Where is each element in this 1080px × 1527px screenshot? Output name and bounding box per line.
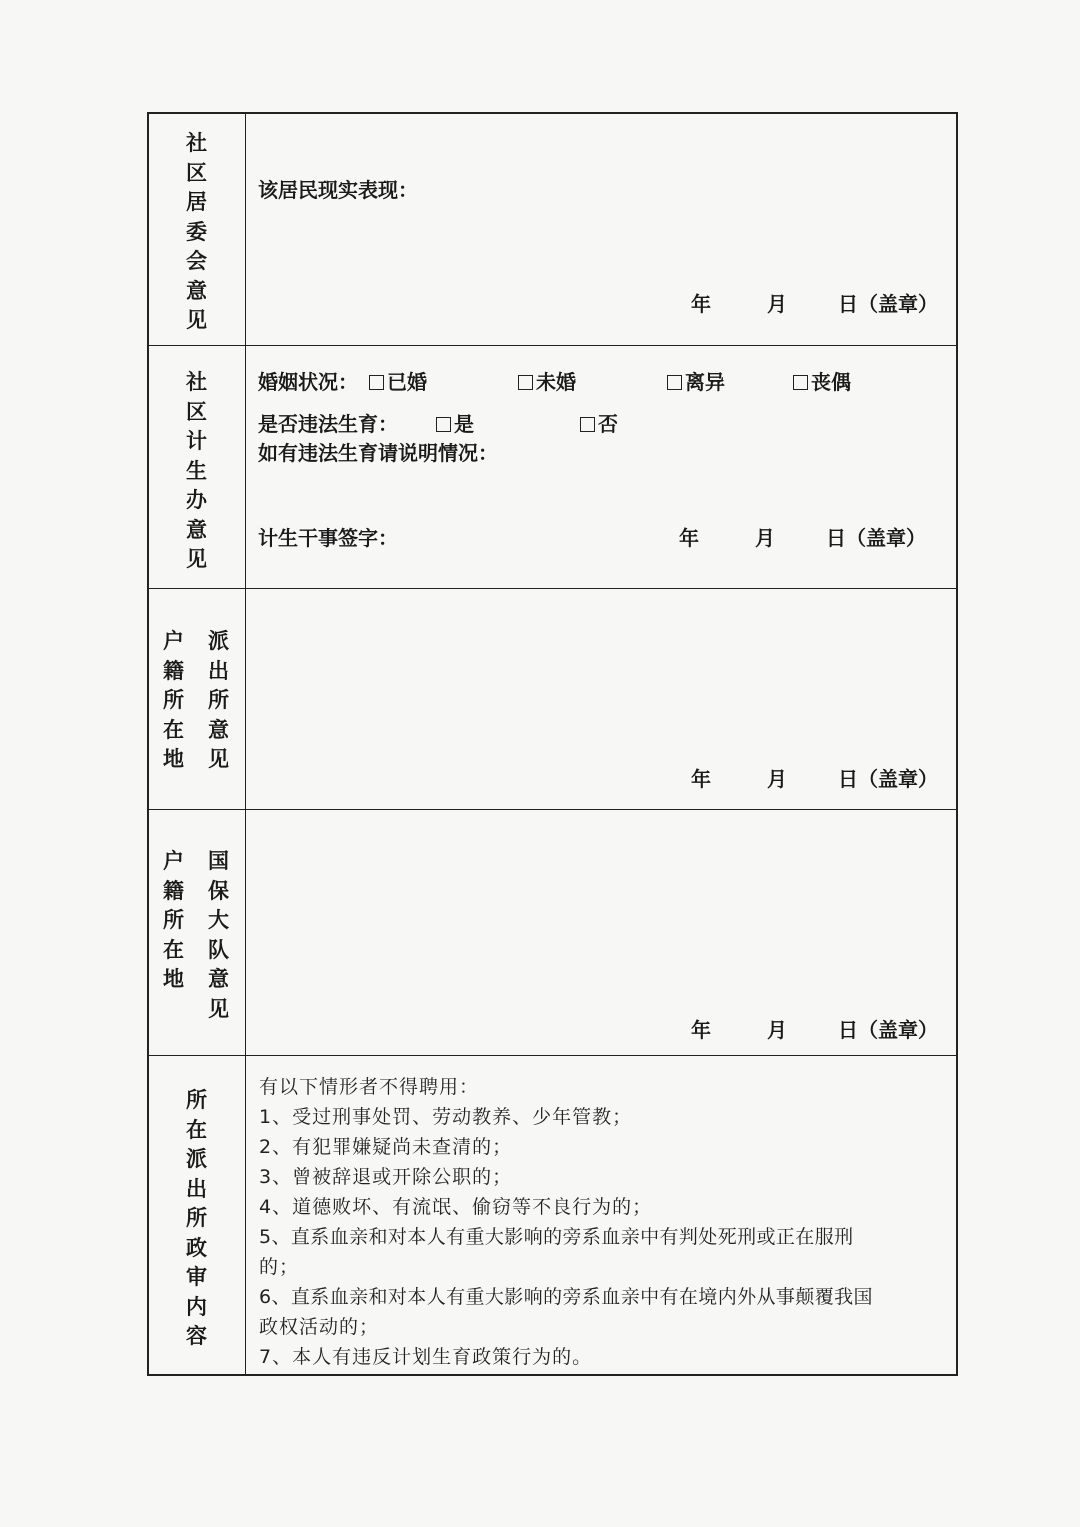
row-community-committee: [149, 114, 956, 346]
criteria-line: 政权活动的；: [259, 1316, 380, 1338]
signature-label: 计生干事签字：: [258, 526, 398, 550]
month-label: 月: [767, 1018, 787, 1042]
year-label: 年: [691, 767, 711, 791]
checkbox[interactable]: [580, 417, 595, 432]
criteria-line: 1、受过刑事处罚、劳动教养、少年管教；: [259, 1106, 633, 1128]
month-label: 月: [767, 767, 787, 791]
criteria-line: 5、直系血亲和对本人有重大影响的旁系血亲中有判处死刑或正在服刑: [259, 1226, 854, 1248]
row-family-planning: [149, 346, 956, 589]
illegal-birth-label: 是否违法生育：: [258, 412, 398, 436]
resident-performance-prompt: 该居民现实表现：: [258, 178, 418, 202]
row-label-col2: 国 保 大 队 意 见: [208, 849, 229, 1021]
content-cell: [246, 589, 956, 809]
criteria-line: 7、本人有违反计划生育政策行为的。: [259, 1346, 593, 1368]
row-label: 所 在 派 出 所 政 审 内 容: [186, 1088, 207, 1348]
label-cell: [149, 1056, 246, 1374]
review-form-table: [147, 112, 958, 1376]
row-label-col2: 派 出 所 意 见: [208, 629, 229, 771]
content-cell: [246, 114, 956, 345]
content-cell: [246, 1056, 956, 1374]
row-label: 社 区 居 委 会 意 见: [186, 131, 207, 332]
checkbox[interactable]: [667, 375, 682, 390]
option-married[interactable]: 已婚: [369, 366, 427, 395]
year-label: 年: [679, 526, 699, 550]
row-national-security: [149, 810, 956, 1056]
option-divorced[interactable]: 离异: [667, 366, 725, 395]
criteria-line: 6、直系血亲和对本人有重大影响的旁系血亲中有在境内外从事颠覆我国: [259, 1286, 873, 1308]
criteria-line: 3、曾被辞退或开除公职的；: [259, 1166, 513, 1188]
row-label-col1: 户 籍 所 在 地: [163, 629, 184, 771]
option-unmarried[interactable]: 未婚: [518, 366, 576, 395]
row-label: 社 区 计 生 办 意 见: [186, 370, 207, 571]
row-label-col1: 户 籍 所 在 地: [163, 849, 184, 991]
day-seal-label: 日（盖章）: [838, 767, 938, 791]
label-cell: [149, 589, 246, 809]
label-cell: [149, 114, 246, 345]
label-cell: [149, 346, 246, 588]
criteria-line: 4、道德败坏、有流氓、偷窃等不良行为的；: [259, 1196, 653, 1218]
criteria-line: 2、有犯罪嫌疑尚未查清的；: [259, 1136, 513, 1158]
row-political-review: [149, 1056, 956, 1374]
month-label: 月: [767, 292, 787, 316]
checkbox[interactable]: [369, 375, 384, 390]
year-label: 年: [691, 1018, 711, 1042]
year-label: 年: [691, 292, 711, 316]
row-police-station: [149, 589, 956, 810]
marital-status-label: 婚姻状况：: [258, 370, 358, 394]
day-seal-label: 日（盖章）: [838, 292, 938, 316]
day-seal-label: 日（盖章）: [838, 1018, 938, 1042]
criteria-line: 的；: [259, 1256, 300, 1278]
option-yes[interactable]: 是: [436, 408, 474, 437]
option-widowed[interactable]: 丧偶: [793, 366, 851, 395]
content-cell: [246, 346, 956, 588]
explain-label: 如有违法生育请说明情况：: [258, 441, 498, 465]
label-cell: [149, 810, 246, 1055]
content-cell: [246, 810, 956, 1055]
month-label: 月: [755, 526, 775, 550]
day-seal-label: 日（盖章）: [826, 526, 926, 550]
criteria-line: 有以下情形者不得聘用：: [259, 1076, 480, 1098]
option-no[interactable]: 否: [580, 408, 618, 437]
checkbox[interactable]: [518, 375, 533, 390]
checkbox[interactable]: [436, 417, 451, 432]
checkbox[interactable]: [793, 375, 808, 390]
